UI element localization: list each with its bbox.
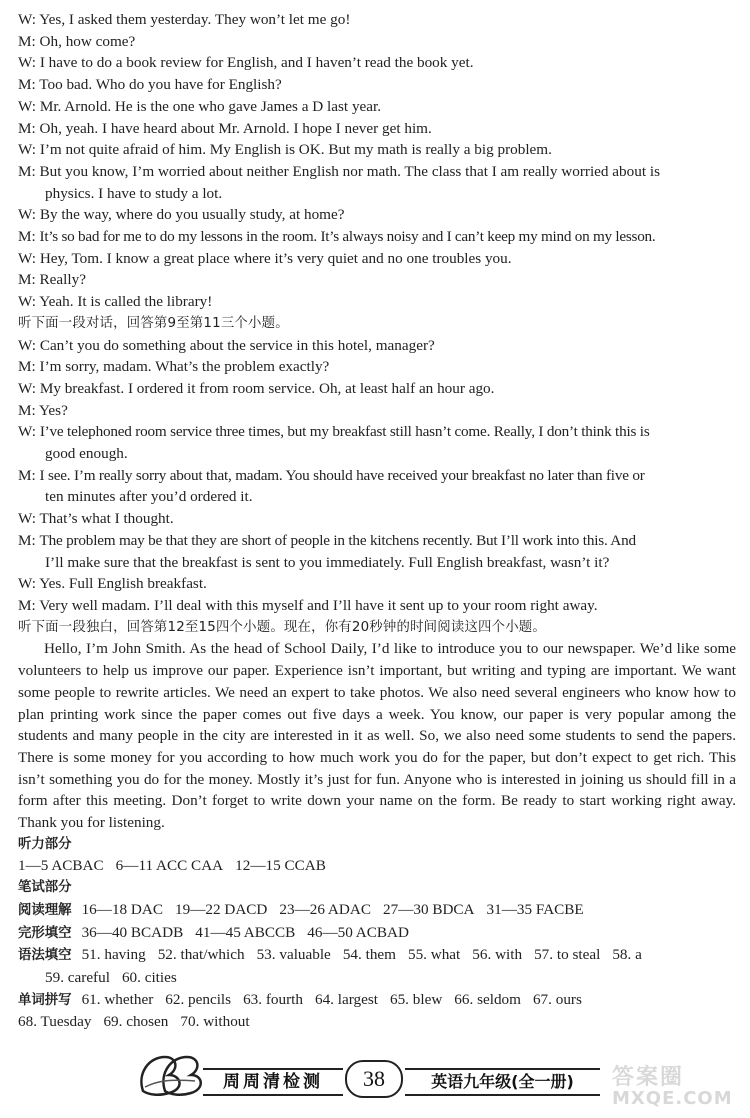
speaker: W (18, 575, 32, 593)
listening-answers (18, 855, 736, 877)
line-text: The problem may be that they are short of people in the kitchens recently. But I’ll work into this. And (39, 531, 636, 549)
instruction-monologue: 听下面一段独白，回答第12至15四个小题。现在，你有20秒钟的时间阅读这四个小题。 (18, 619, 546, 635)
answer-item: 69. chosen (103, 1013, 169, 1031)
answer-item: 62. pencils (165, 990, 232, 1008)
answer-item: 61. whether (81, 990, 154, 1008)
dialogue-two (18, 335, 736, 617)
grammar-answers (18, 944, 736, 967)
page-number: 38 (345, 1060, 403, 1098)
dialogue-line: M: Oh, yeah. I have heard about Mr. Arnold. I hope I never get him. (18, 119, 432, 137)
dialogue-line: M: Too bad. Who do you have for English? (18, 76, 282, 94)
dialogue-line: M: But you know, I’m worried about neither English nor math. The class that I am really worried about is (18, 162, 660, 180)
answer-item: 53. valuable (256, 946, 331, 964)
subject-title: 英语九年级(全一册) (405, 1068, 600, 1096)
speaker: M (18, 401, 32, 419)
answer-group: 16—18 DAC (81, 900, 163, 918)
answer-item: 57. to steal (534, 946, 601, 964)
line-text: Mr. Arnold. He is the one who gave James a D last year. (39, 97, 382, 115)
dialogue-line: W: Yes. Full English breakfast. (18, 575, 207, 593)
line-text: I’m sorry, madam. What’s the problem exactly? (39, 358, 330, 376)
speaker: M (18, 119, 32, 137)
dialogue-line: W: Yes, I asked them yesterday. They won’t let me go! (18, 11, 351, 28)
line-text: I’ve telephoned room service three times, but my breakfast still hasn’t come. Really, I don’t think this is (39, 423, 650, 441)
answer-key (18, 834, 736, 1033)
answer-item: 67. ours (532, 990, 582, 1008)
speaker: M (18, 76, 32, 94)
speaker: W (18, 379, 32, 397)
dialogue-line: M: It’s so bad for me to do my lessons in the room. It’s always noisy and I can’t keep my mind on my lesson. (18, 228, 656, 246)
dialogue-line: W: Yeah. It is called the library! (18, 293, 213, 311)
answer-group: 1—5 ACBAC (18, 857, 104, 875)
line-text: Really? (39, 271, 86, 289)
dialogue-line: W: My breakfast. I ordered it from room service. Oh, at least half an hour ago. (18, 379, 495, 397)
line-text: Yes. Full English breakfast. (39, 575, 207, 593)
listening-section-title: 听力部分 (18, 836, 72, 852)
spelling-answers-continued (18, 1011, 736, 1033)
dialogue-line: M: I’m sorry, madam. What’s the problem exactly? (18, 358, 330, 376)
dialogue-line: M: Oh, how come? (18, 32, 136, 50)
answer-item: 58. a (612, 946, 642, 964)
line-text: By the way, where do you usually study, at home? (39, 206, 345, 224)
monologue-paragraph: Hello, I’m John Smith. As the head of School Daily, I’d like to introduce you to our newspaper. We’d like some volunteers to help us improve our paper. Experience isn’t important, but writing and typing are important. We want some people to rewrite articles. We need an expert to take photos. We also need several engineers who know how to plan printing work since the paper comes out five days a week. You know, our paper is very popular among the students and many people in the city are interested in it as well. So, we also need some students to send the papers. There is some money for you according to how much work you do for the paper, but don’t expect to get rich. This isn’t something you do for the money. Mostly it’s just for fun. Anyone who is interested in joining us should fill in a form after this meeting. Don’t forget to write down your name on the form. Be ready to start working right away. Thank you for listening. (18, 640, 736, 832)
speaker: M (18, 32, 32, 50)
answer-item: 65. blew (389, 990, 443, 1008)
line-text: Can’t you do something about the service in this hotel, manager? (39, 336, 435, 354)
answer-group: 46—50 ACBAD (307, 923, 409, 941)
answer-group: 6—11 ACC CAA (115, 857, 224, 875)
reading-answers (18, 899, 736, 922)
answer-group: 41—45 ABCCB (195, 923, 296, 941)
answer-group: 23—26 ADAC (279, 900, 371, 918)
speaker: W (18, 293, 32, 311)
speaker: M (18, 271, 32, 289)
answer-group: 27—30 BDCA (382, 900, 475, 918)
line-text: Oh, yeah. I have heard about Mr. Arnold. I hope I never get him. (39, 119, 432, 137)
answer-group: 31—35 FACBE (486, 900, 584, 918)
answer-item: 56. with (472, 946, 523, 964)
speaker: W (18, 206, 32, 224)
answer-item: 51. having (81, 946, 146, 964)
answer-group: 19—22 DACD (175, 900, 268, 918)
line-text: Yes? (38, 401, 68, 419)
spelling-label: 单词拼写 (18, 992, 72, 1008)
line-text: Hey, Tom. I know a great place where it’s very quiet and no one troubles you. (39, 249, 512, 267)
speaker: M (18, 358, 32, 376)
line-text: I see. I’m really sorry about that, madam. You should have received your breakfast no later than five or (39, 466, 645, 484)
speaker: W (18, 54, 32, 72)
speaker: M (18, 596, 32, 614)
answer-item: 63. fourth (243, 990, 303, 1008)
dialogue-line: W: Hey, Tom. I know a great place where it’s very quiet and no one troubles you. (18, 249, 512, 267)
dialogue-line: M: Yes? (18, 401, 68, 419)
line-text: I’m not quite afraid of him. My English is OK. But my math is really a big problem. (39, 141, 552, 159)
series-name: 周周清检测 (203, 1068, 343, 1096)
answer-item: 64. largest (314, 990, 378, 1008)
speaker: M (18, 162, 32, 180)
speaker: M (18, 531, 32, 549)
dialogue-line: W: Mr. Arnold. He is the one who gave James a D last year. (18, 97, 382, 115)
dialogue-line: M: Very well madam. I’ll deal with this myself and I’ll have it sent up to your room right away. (18, 596, 598, 614)
speaker: W (18, 11, 32, 28)
series-logo (135, 1051, 205, 1097)
line-text: Very well madam. I’ll deal with this myself and I’ll have it sent up to your room right away. (39, 596, 598, 614)
line-text: I have to do a book review for English, and I haven’t read the book yet. (39, 54, 474, 72)
dialogue-line-continued: good enough. (45, 445, 128, 463)
speaker: W (18, 141, 32, 159)
speaker: W (18, 336, 32, 354)
watermark-logo: 答案圈 (612, 1065, 685, 1090)
dialogue-line-continued: I’ll make sure that the breakfast is sent to you immediately. Full English breakfast, wasn’t it? (45, 553, 610, 571)
watermark-url: MXQE.COM (612, 1088, 733, 1109)
dialogue-line: M: The problem may be that they are short of people in the kitchens recently. But I’ll work into this. And (18, 531, 636, 549)
answer-item: 60. cities (121, 968, 177, 986)
dialogue-line-continued: ten minutes after you’d ordered it. (45, 488, 253, 506)
dialogue-line: W: By the way, where do you usually study, at home? (18, 206, 345, 224)
answer-item: 54. them (342, 946, 396, 964)
written-section-title: 笔试部分 (18, 880, 72, 896)
dialogue-line-continued: physics. I have to study a lot. (45, 184, 223, 202)
dialogue-line: W: I have to do a book review for English, and I haven’t read the book yet. (18, 54, 474, 72)
dialogue-line: M: Really? (18, 271, 86, 289)
dialogue-one (18, 9, 736, 313)
answer-item: 70. without (180, 1013, 250, 1031)
speaker: W (18, 249, 32, 267)
speaker: W (18, 510, 32, 528)
dialogue-line: W: I’m not quite afraid of him. My English is OK. But my math is really a big problem. (18, 141, 552, 159)
line-text: Oh, how come? (39, 32, 136, 50)
answer-item: 68. Tuesday (18, 1013, 92, 1031)
answer-item: 66. seldom (454, 990, 521, 1008)
line-text: Too bad. Who do you have for English? (39, 76, 282, 94)
spelling-answers (18, 989, 736, 1012)
dialogue-line: W: Can’t you do something about the service in this hotel, manager? (18, 336, 435, 354)
speaker: M (18, 228, 32, 246)
grammar-label: 语法填空 (18, 948, 72, 964)
speaker: W (18, 423, 32, 441)
answer-item: 55. what (407, 946, 461, 964)
answer-group: 12—15 CCAB (235, 857, 326, 875)
line-text: Yes, I asked them yesterday. They won’t let me go! (39, 11, 351, 28)
answer-group: 36—40 BCADB (81, 923, 184, 941)
answer-item: 59. careful (45, 968, 110, 986)
speaker: W (18, 97, 32, 115)
line-text: That’s what I thought. (39, 510, 174, 528)
reading-label: 阅读理解 (18, 902, 72, 918)
dialogue-line: W: That’s what I thought. (18, 510, 174, 528)
answer-item: 52. that/which (157, 946, 245, 964)
dialogue-line: M: I see. I’m really sorry about that, madam. You should have received your breakfast no later than five or (18, 466, 645, 484)
instruction-dialogue: 听下面一段对话，回答第9至第11三个小题。 (18, 315, 289, 331)
cloze-answers (18, 922, 736, 945)
page-content (18, 9, 736, 1033)
line-text: It’s so bad for me to do my lessons in the room. It’s always noisy and I can’t keep my mind on my lesson. (39, 228, 656, 246)
line-text: But you know, I’m worried about neither English nor math. The class that I am really worried about is (39, 162, 660, 180)
speaker: M (18, 466, 32, 484)
line-text: Yeah. It is called the library! (39, 293, 213, 311)
line-text: My breakfast. I ordered it from room service. Oh, at least half an hour ago. (39, 379, 495, 397)
dialogue-line: W: I’ve telephoned room service three times, but my breakfast still hasn’t come. Really, I don’t think this is (18, 423, 650, 441)
grammar-answers-continued (18, 967, 736, 989)
cloze-label: 完形填空 (18, 925, 72, 941)
